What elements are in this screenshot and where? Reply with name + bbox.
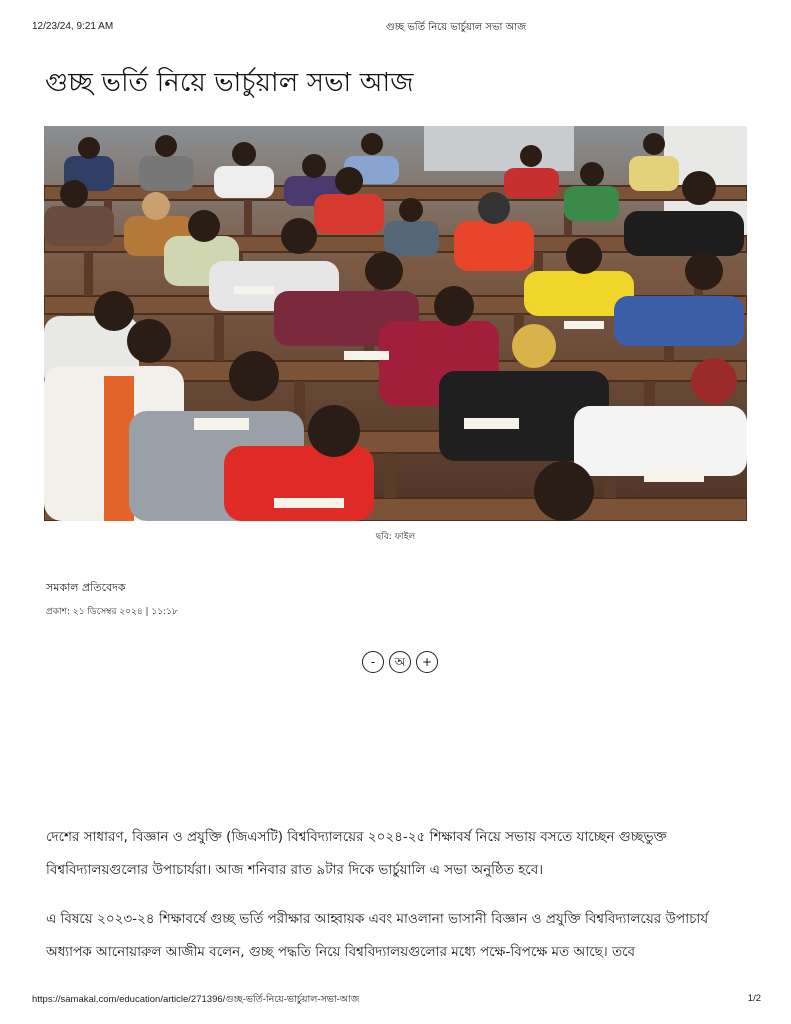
article-publish-date: প্রকাশ: ২১ ডিসেম্বর ২০২৪ | ১১:১৮: [46, 607, 178, 617]
print-url: https://samakal.com/education/article/271396/গুচ্ছ-ভর্তি-নিয়ে-ভার্চুয়াল-সভা-আজ: [32, 994, 360, 1005]
article-byline: সমকাল প্রতিবেদক: [46, 581, 126, 594]
image-caption: ছবি: ফাইল: [375, 532, 416, 542]
article-paragraph: দেশের সাধারণ, বিজ্ঞান ও প্রযুক্তি (জিএসটি) বিশ্ববিদ্যালয়ের ২০২৪-২৫ শিক্ষাবর্ষ নিয়ে সভায় বসতে যাচ্ছেন গুচ্ছভুক্ত বিশ্ববিদ্যালয়গুলোর উপাচার্যরা। আজ শনিবার রাত ৯টার দিকে ভার্চুয়ালি এ সভা অনুষ্ঠিত হবে।: [46, 829, 667, 878]
article-hero-image: [44, 126, 747, 521]
exam-hall-photo: [44, 126, 747, 521]
print-page-number: 1/2: [747, 993, 761, 1004]
font-reset-button[interactable]: অ: [389, 651, 411, 673]
article-paragraph: এ বিষয়ে ২০২৩-২৪ শিক্ষাবর্ষে গুচ্ছ ভর্তি পরীক্ষার আহ্বায়ক এবং মাওলানা ভাসানী বিজ্ঞান ও প্রযুক্তি বিশ্ববিদ্যালয়ের উপাচার্য অধ্যাপক আনোয়ারুল আজীম বলেন, গুচ্ছ পদ্ধতি নিয়ে বিশ্ববিদ্যালয়গুলোর মধ্যে পক্ষে-বিপক্ষে মত আছে। তবে: [46, 911, 709, 960]
print-datetime: 12/23/24, 9:21 AM: [32, 21, 114, 32]
font-decrease-button[interactable]: -: [362, 651, 384, 673]
article-headline: গুচ্ছ ভর্তি নিয়ে ভার্চুয়াল সভা আজ: [45, 68, 414, 98]
font-size-controls: [362, 651, 438, 673]
print-page-title: গুচ্ছ ভর্তি নিয়ে ভার্চুয়াল সভা আজ: [385, 22, 527, 33]
font-increase-button[interactable]: +: [416, 651, 438, 673]
